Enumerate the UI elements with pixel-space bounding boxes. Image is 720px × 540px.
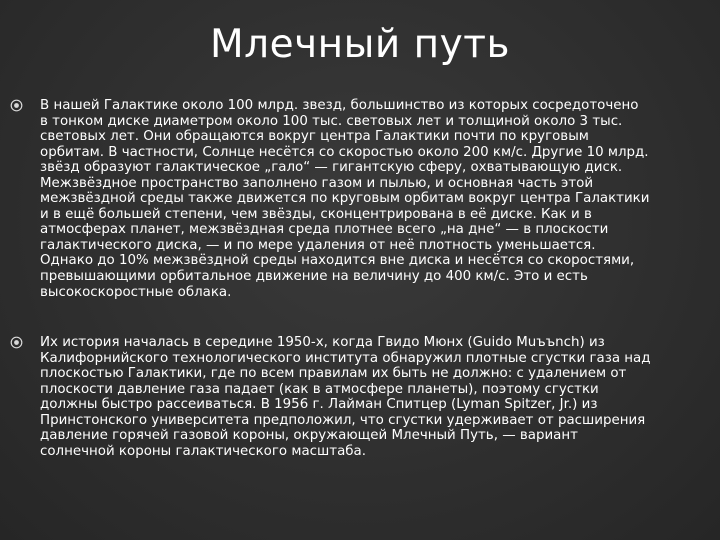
circled-dot-icon [10,99,23,112]
circled-dot-icon [10,336,23,349]
bullet-text: Их история началась в середине 1950-х, когда Гвидо Мюнх (Guido Muъъnch) из Калифорнийского технологического института обнаружил плотные сгустки газа над плоскостью Галактики, где по всем правилам их быть не должно: с удалением от плоскости давление газа падает (как в атмосфере планеты), поэтому сгустки должны быстро рассеиваться. В 1956 г. Лайман Спитцер (Lyman Spitzer, Jr.) из Принстонского университета предположил, что сгустки удерживает от расширения давление горячей газовой короны, окружающей Млечный Путь, — вариант солнечной короны галактического масштаба. [40,335,651,459]
bullet-text: В нашей Галактике около 100 млрд. звезд, большинство из которых сосредоточено в тонком диске диаметром около 100 тыс. световых лет и толщиной около 3 тыс. световых лет. Они обращаются вокруг центра Галактики почти по круговым орбитам. В частности, Солнце несётся со скоростью около 200 км/с. Другие 10 млрд. звёзд образуют галактическое „гало“ — гигантскую сферу, охватывающую диск. Межзвёздное пространство заполнено газом и пылью, и основная часть этой межзвёздной среды также движется по круговым орбитам вокруг центра Галактики и в ещё большей степени, чем звёзды, сконцентрирована в её диске. Как и в атмосферах планет, межзвёздная среда плотнее всего „на дне“ — в плоскости галактического диска, — и по мере удаления от неё плотность уменьшается. Однако до 10% межзвёздной среды находится вне диска и несётся со скоростями, превышающими орбитальное движение на величину до 400 км/с. Это и есть высокоскоростные облака. [40,98,650,300]
slide-title: Млечный путь [210,22,510,67]
